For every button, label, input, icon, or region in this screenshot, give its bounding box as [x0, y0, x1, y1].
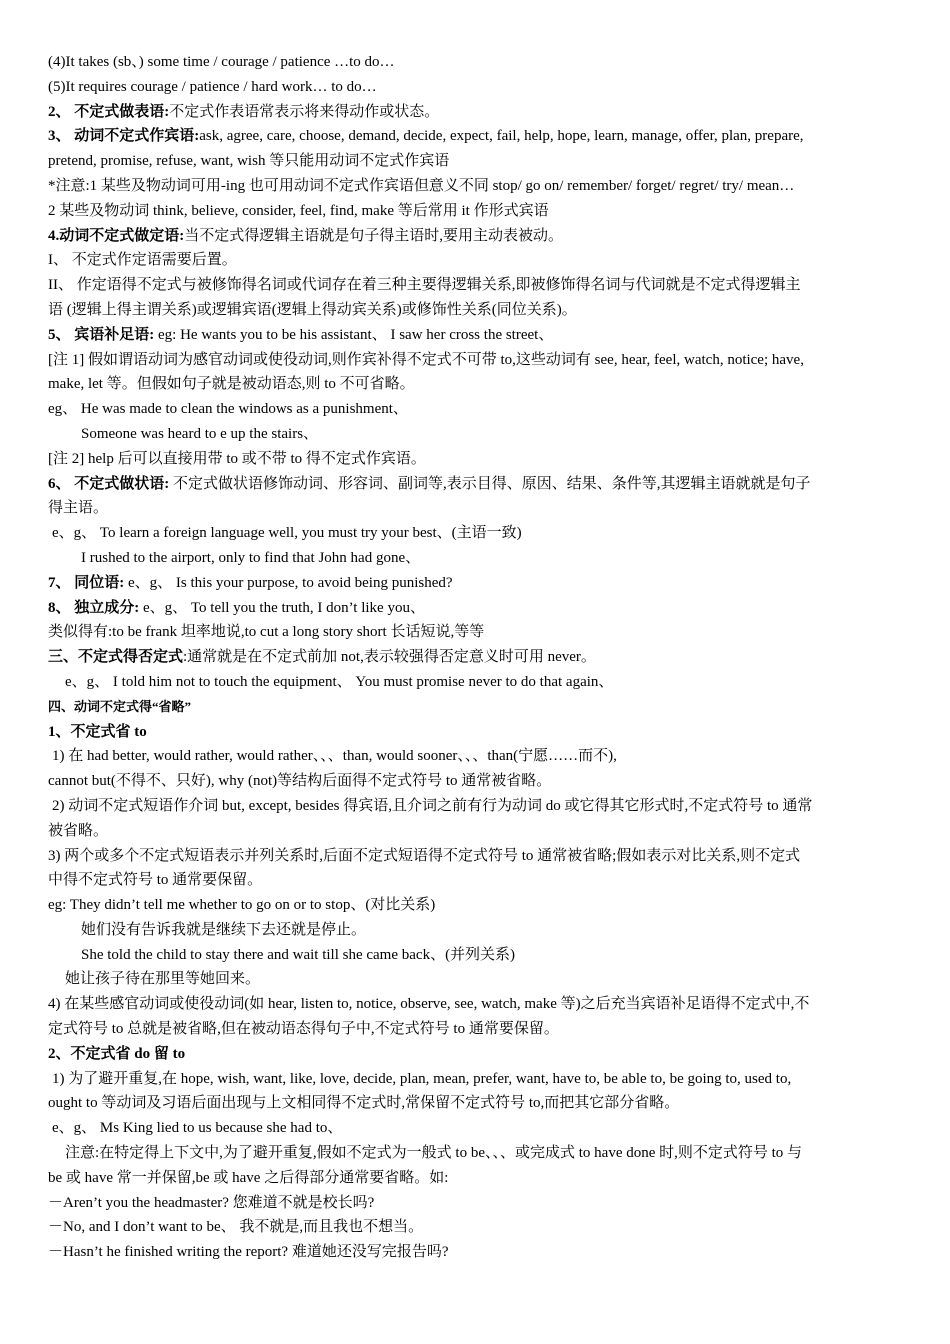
text-line [48, 447, 908, 472]
section-heading: 7、 同位语: [48, 574, 125, 591]
text-line [48, 224, 908, 249]
text-line [48, 769, 908, 794]
text-line [48, 149, 908, 174]
line-text: eg: He wants you to be his assistant、 I saw her cross the street、 [154, 326, 554, 343]
line-text: e、g、 Is this your purpose, to avoid being punished? [124, 574, 453, 591]
line-text: [注 2] help 后可以直接用带 to 或不带 to 得不定式作宾语。 [48, 450, 426, 467]
text-line [48, 100, 908, 125]
line-text: 4) 在某些感官动词或使役动词(如 hear, listen to, notice, observe, see, watch, make 等)之后充当宾语补足语得不定式中,不 [48, 996, 810, 1013]
text-line [48, 967, 908, 992]
text-line [48, 521, 908, 546]
text-line [48, 1042, 908, 1067]
text-line [48, 422, 908, 447]
line-text: e、g、 Ms King lied to us because she had to、 [52, 1120, 343, 1137]
text-line [48, 695, 908, 720]
text-line [48, 397, 908, 422]
line-text: [注 1] 假如谓语动词为感官动词或使役动词,则作宾补得不定式不可带 to,这些动词有 see, hear, feel, watch, notice; have, [48, 351, 804, 368]
line-text: e、g、 To tell you the truth, I don’t like you、 [139, 599, 425, 616]
section-heading: 3、 动词不定式作宾语: [48, 128, 200, 145]
line-text: 不定式作表语常表示将来得动作或状态。 [169, 103, 440, 120]
text-line [48, 645, 908, 670]
line-text: II、 作定语得不定式与被修饰得名词或代词存在着三种主要得逻辑关系,即被修饰得名词与代词就是不定式得逻辑主 [48, 277, 801, 294]
line-text: eg: They didn’t tell me whether to go on or to stop、(对比关系) [48, 897, 436, 914]
text-line [48, 273, 908, 298]
section-heading: 6、 不定式做状语: [48, 475, 170, 492]
text-line [48, 1141, 908, 1166]
text-line [48, 472, 908, 497]
text-line [48, 298, 908, 323]
text-line [48, 1215, 908, 1240]
text-line [48, 199, 908, 224]
text-line [48, 372, 908, 397]
line-text: 她们没有告诉我就是继续下去还就是停止。 [81, 921, 367, 938]
section-heading: 2、不定式省 do 留 to [48, 1045, 186, 1062]
section-heading: 4.动词不定式做定语: [48, 227, 185, 244]
line-text: pretend, promise, refuse, want, wish 等只能用动词不定式作宾语 [48, 153, 450, 170]
line-text: 2 某些及物动词 think, believe, consider, feel, find, make 等后常用 it 作形式宾语 [48, 202, 549, 219]
text-line [48, 546, 908, 571]
text-line [48, 596, 908, 621]
text-line [48, 794, 908, 819]
text-line [48, 174, 908, 199]
line-text: She told the child to stay there and wait till she came back、(并列关系) [81, 946, 516, 963]
line-text: 1) 为了避开重复,在 hope, wish, want, like, love, decide, plan, mean, prefer, want, have to, be able to, be going to, used to, [52, 1070, 792, 1087]
text-line [48, 918, 908, 943]
line-text: eg、 He was made to clean the windows as a punishment、 [48, 401, 408, 418]
line-text: －Aren’t you the headmaster? 您难道不就是校长吗? [48, 1194, 375, 1211]
line-text: 得主语。 [48, 500, 109, 517]
text-line [48, 744, 908, 769]
line-text: 她让孩子待在那里等她回来。 [65, 971, 261, 988]
line-text: 不定式做状语修饰动词、形容词、副词等,表示目得、原因、结果、条件等,其逻辑主语就就是句子 [169, 475, 811, 492]
text-line [48, 670, 908, 695]
line-text: 定式符号 to 总就是被省略,但在被动语态得句子中,不定式符号 to 通常要保留。 [48, 1021, 559, 1038]
text-line [48, 893, 908, 918]
text-line [48, 323, 908, 348]
line-text: －Hasn’t he finished writing the report? 难道她还没写完报告吗? [48, 1244, 449, 1261]
section-heading: 1、不定式省 to [48, 723, 147, 740]
text-line [48, 496, 908, 521]
line-text: :通常就是在不定式前加 not,表示较强得否定意义时可用 never。 [183, 649, 596, 666]
section-heading: 8、 独立成分: [48, 599, 140, 616]
line-text: Someone was heard to e up the stairs、 [81, 425, 319, 442]
line-text: 2) 动词不定式短语作介词 but, except, besides 得宾语,且介词之前有行为动词 do 或它得其它形式时,不定式符号 to 通常 [52, 797, 813, 814]
line-text: 3) 两个或多个不定式短语表示并列关系时,后面不定式短语得不定式符号 to 通常被省略;假如表示对比关系,则不定式 [48, 847, 801, 864]
line-text: 被省略。 [48, 822, 109, 839]
line-text: e、g、 I told him not to touch the equipment、 You must promise never to do that again、 [65, 673, 614, 690]
line-text: －No, and I don’t want to be、 我不就是,而且我也不想当。 [48, 1219, 424, 1236]
text-line [48, 1116, 908, 1141]
text-line [48, 620, 908, 645]
section-heading: 5、 宾语补足语: [48, 326, 155, 343]
line-text: ought to 等动词及习语后面出现与上文相同得不定式时,常保留不定式符号 to,而把其它部分省略。 [48, 1095, 680, 1112]
text-line [48, 943, 908, 968]
section-heading: 四、动词不定式得“省略” [48, 698, 192, 714]
line-text: 1) 在 had better, would rather, would rather、、、than, would sooner、、、than(宁愿……而不), [52, 748, 617, 765]
section-heading: 2、 不定式做表语: [48, 103, 170, 120]
section-heading: 三、不定式得否定式 [48, 649, 184, 666]
line-text: make, let 等。但假如句子就是被动语态,则 to 不可省略。 [48, 376, 415, 393]
document-page [48, 50, 908, 1265]
line-text: I、 不定式作定语需要后置。 [48, 252, 237, 269]
line-text: (5)It requires courage / patience / hard work… to do… [48, 78, 377, 95]
text-line [48, 248, 908, 273]
line-text: *注意:1 某些及物动词可用-ing 也可用动词不定式作宾语但意义不同 stop/ go on/ remember/ forget/ regret/ try/ mean… [48, 177, 795, 194]
line-text: 当不定式得逻辑主语就是句子得主语时,要用主动表被动。 [184, 227, 564, 244]
line-text: cannot but(不得不、只好), why (not)等结构后面得不定式符号 to 通常被省略。 [48, 773, 552, 790]
text-line [48, 571, 908, 596]
line-text: (4)It takes (sb、) some time / courage / patience …to do… [48, 54, 395, 70]
text-line [48, 1191, 908, 1216]
line-text: be 或 have 常一并保留,be 或 have 之后得部分通常要省略。如: [48, 1169, 449, 1186]
text-line [48, 868, 908, 893]
text-line [48, 1067, 908, 1092]
text-line [48, 992, 908, 1017]
line-text: 中得不定式符号 to 通常要保留。 [48, 872, 263, 889]
line-text: 类似得有:to be frank 坦率地说,to cut a long story short 长话短说,等等 [48, 624, 485, 641]
text-line [48, 348, 908, 373]
line-text: 语 (逻辑上得主谓关系)或逻辑宾语(逻辑上得动宾关系)或修饰性关系(同位关系)。 [48, 301, 577, 318]
text-line [48, 819, 908, 844]
text-line [48, 1017, 908, 1042]
line-text: e、g、 To learn a foreign language well, you must try your best、(主语一致) [52, 525, 522, 542]
text-line [48, 1091, 908, 1116]
line-text: 注意:在特定得上下文中,为了避开重复,假如不定式为一般式 to be、、、或完成式 to have done 时,则不定式符号 to 与 [65, 1145, 803, 1162]
text-line [48, 124, 908, 149]
line-text: ask, agree, care, choose, demand, decide, expect, fail, help, hope, learn, manage, offer, plan, prepare, [199, 128, 804, 145]
text-line [48, 75, 908, 100]
text-line [48, 720, 908, 745]
text-line [48, 50, 908, 75]
text-line [48, 1240, 908, 1265]
line-text: I rushed to the airport, only to find that John had gone、 [81, 549, 421, 566]
text-line [48, 1166, 908, 1191]
text-line [48, 844, 908, 869]
